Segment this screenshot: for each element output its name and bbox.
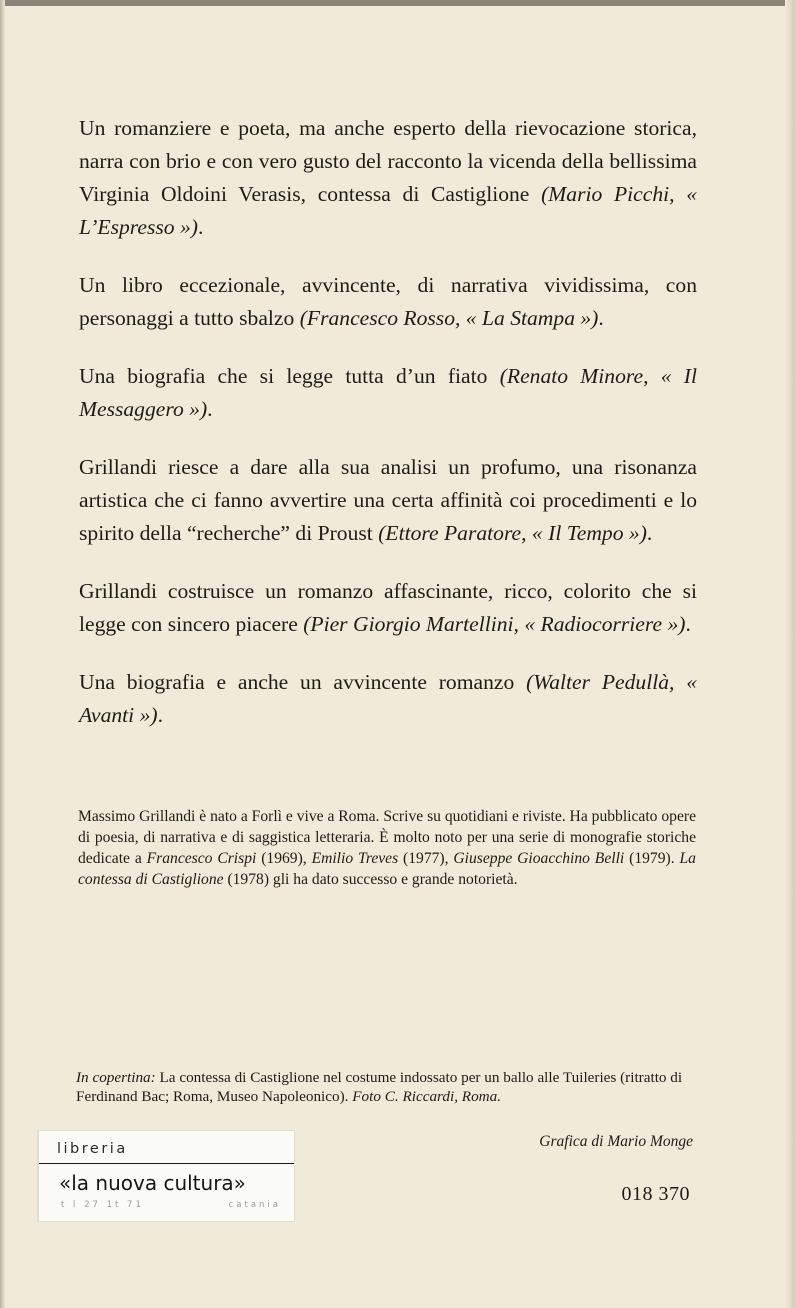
review-quote <box>79 666 697 732</box>
review-text: Grillandi riesce a dare alla sua analisi un profumo, una risonanza artistica che ci fanno avvertire una certa affinità coi procedimenti e lo spirito della “recherche” di Proust <box>79 455 697 545</box>
bio-title: Emilio Treves <box>311 850 399 867</box>
review-text: Una biografia e anche un avvincente romanzo <box>79 670 527 694</box>
book-code: 018 370 <box>621 1183 690 1205</box>
review-tail: . <box>598 306 604 330</box>
cover-label: In copertina: <box>76 1069 156 1086</box>
bookstore-sticker <box>38 1131 294 1221</box>
review-tail: . <box>646 521 653 545</box>
right-edge-shadow <box>785 0 795 1308</box>
graphics-credit: Grafica di Mario Monge <box>539 1133 693 1150</box>
bio-text: (1969), <box>256 850 312 867</box>
sticker-small-print <box>61 1200 281 1210</box>
review-text: Grillandi costruisce un romanzo affascinante, ricco, colorito che si legge con sincero piacere <box>79 579 697 636</box>
cover-text: La contessa di Castiglione nel costume indossato per un ballo alle Tuileries (ritratto di Ferdinand Bac; Roma, Museo Napoleonico). <box>76 1069 683 1105</box>
bio-text: (1977), <box>398 850 454 867</box>
photo-credit: Foto C. Riccardi, Roma. <box>352 1088 502 1105</box>
bio-title: Francesco Crispi <box>146 850 257 867</box>
author-bio <box>78 806 696 890</box>
review-text: Un libro eccezionale, avvincente, di narrativa vividissima, con personaggi a tutto sbalzo <box>79 273 697 330</box>
review-text: Una biografia che si legge tutta d’un fiato <box>79 364 500 388</box>
review-tail: . <box>685 612 691 636</box>
cover-credit <box>76 1068 696 1106</box>
review-quote <box>79 112 697 244</box>
review-quote <box>79 575 697 641</box>
bio-text: (1979). <box>624 850 680 867</box>
review-quotes <box>79 112 697 757</box>
left-edge-shadow <box>0 0 5 1308</box>
bio-text: Massimo Grillandi è nato a Forlì e vive a Roma. Scrive su quotidiani e riviste. Ha pubblicato opere di poesia, di narrativa e di saggistica letteraria. È molto noto per una serie di monografie storiche dedicate a <box>78 808 696 867</box>
sticker-rule <box>39 1163 294 1164</box>
review-tail: . <box>207 397 213 421</box>
review-tail: . <box>157 703 163 727</box>
review-quote <box>79 360 697 426</box>
sticker-top-text: libreria <box>57 1141 128 1157</box>
review-source: (Francesco Rosso, « La Stampa ») <box>299 306 599 330</box>
review-tail: . <box>197 215 204 239</box>
bio-text: (1978) gli ha dato successo e grande notorietà. <box>223 871 518 888</box>
review-quote <box>79 451 697 550</box>
review-text: Un romanziere e poeta, ma anche esperto della rievocazione storica, narra con brio e con vero gusto del racconto la vicenda della bellissima Virginia Oldoini Verasis, contessa di Castiglione <box>79 116 697 206</box>
sticker-store-name: «la nuova cultura» <box>59 1171 246 1195</box>
review-source: (Walter Pedullà, « Avanti ») <box>79 670 697 727</box>
bio-title: Giuseppe Gioacchino Belli <box>453 850 625 867</box>
review-source: (Renato Minore, « Il Messaggero ») <box>79 364 697 421</box>
review-source: (Ettore Paratore, « Il Tempo ») <box>378 521 647 545</box>
review-quote <box>79 269 697 335</box>
review-source: (Mario Picchi, « L’Espresso ») <box>79 182 697 239</box>
top-edge <box>0 0 795 6</box>
bio-title: La contessa di Castiglione <box>78 850 696 888</box>
sticker-small-right: catania <box>228 1200 281 1210</box>
review-source: (Pier Giorgio Martellini, « Radiocorriere ») <box>303 612 686 636</box>
sticker-small-left: t l 27 1t 71 <box>61 1200 144 1210</box>
